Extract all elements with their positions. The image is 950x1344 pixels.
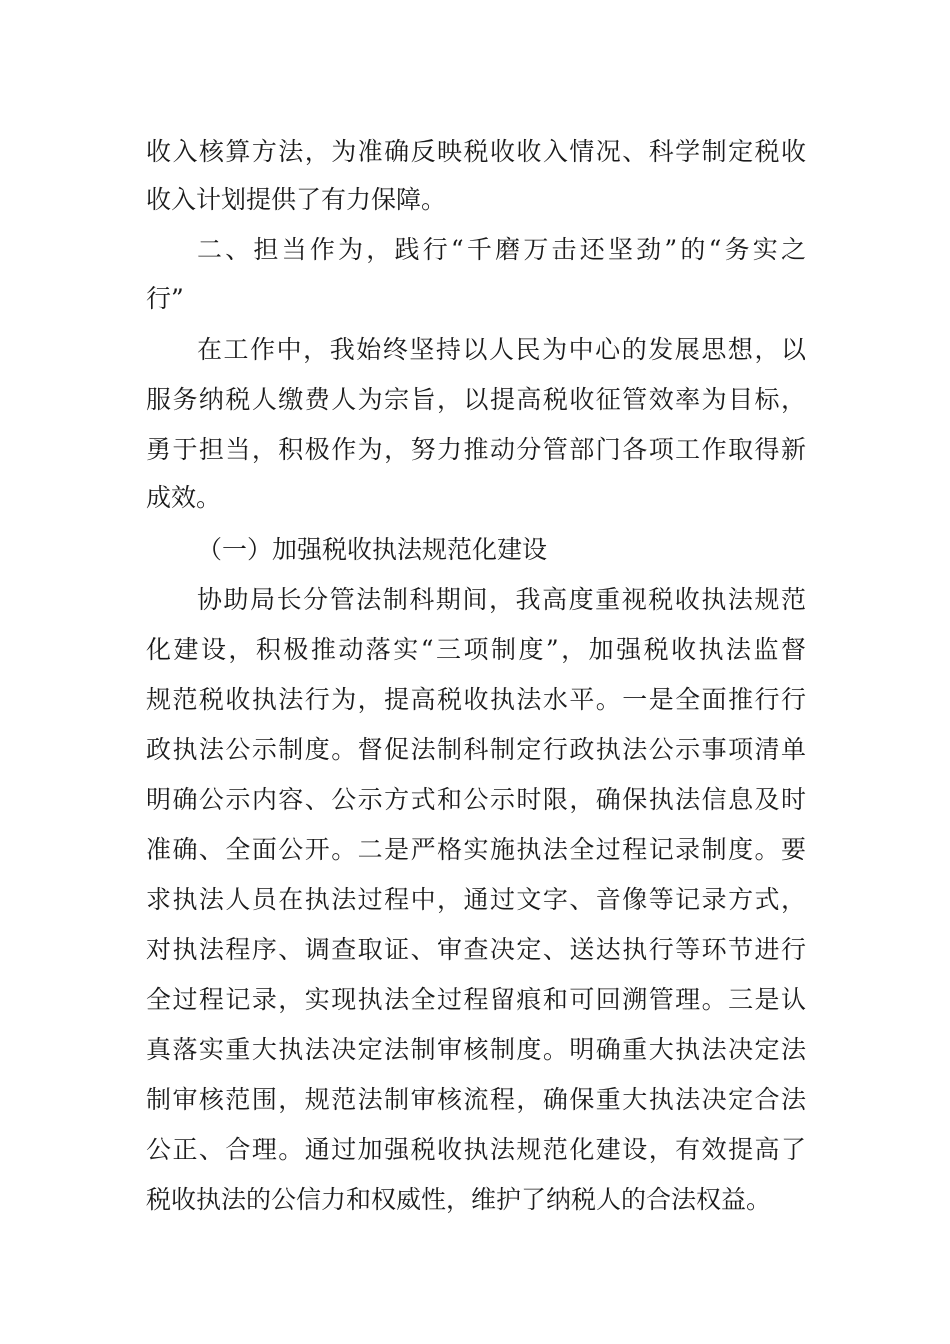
paragraph-line: 协助局长分管法制科期间，我高度重视税收执法规范: [197, 585, 806, 614]
paragraph-line: 在工作中，我始终坚持以人民为中心的发展思想，以: [197, 335, 806, 364]
paragraph-line: 对执法程序、调查取证、审查决定、送达执行等环节进行: [146, 935, 806, 964]
paragraph-line: 化建设，积极推动落实“三项制度”，加强税收执法监督: [146, 635, 806, 664]
paragraph-line: 收入计划提供了有力保障。: [146, 185, 447, 214]
paragraph-line: 规范税收执法行为，提高税收执法水平。一是全面推行行: [146, 685, 806, 714]
section-heading-line: 二、担当作为，践行“千磨万击还坚劲”的“务实之: [197, 235, 806, 264]
paragraph-line: 求执法人员在执法过程中，通过文字、音像等记录方式，: [146, 885, 806, 914]
paragraph-line: 真落实重大执法决定法制审核制度。明确重大执法决定法: [146, 1035, 806, 1064]
paragraph-line: 明确公示内容、公示方式和公示时限，确保执法信息及时: [146, 785, 806, 814]
paragraph-line: 成效。: [146, 483, 222, 512]
paragraph-line: 收入核算方法，为准确反映税收收入情况、科学制定税收: [146, 137, 806, 166]
paragraph-line: 政执法公示制度。督促法制科制定行政执法公示事项清单: [146, 735, 806, 764]
subsection-heading: （一）加强税收执法规范化建设: [197, 535, 548, 564]
paragraph-line: 服务纳税人缴费人为宗旨，以提高税收征管效率为目标，: [146, 385, 806, 414]
paragraph-line: 全过程记录，实现执法全过程留痕和可回溯管理。三是认: [146, 985, 806, 1014]
paragraph-line: 勇于担当，积极作为，努力推动分管部门各项工作取得新: [146, 435, 806, 464]
paragraph-line: 税收执法的公信力和权威性，维护了纳税人的合法权益。: [146, 1185, 772, 1214]
paragraph-line: 准确、全面公开。二是严格实施执法全过程记录制度。要: [146, 835, 806, 864]
section-heading-line: 行”: [146, 284, 184, 313]
paragraph-line: 公正、合理。通过加强税收执法规范化建设，有效提高了: [146, 1135, 806, 1164]
paragraph-line: 制审核范围，规范法制审核流程，确保重大执法决定合法: [146, 1085, 806, 1114]
